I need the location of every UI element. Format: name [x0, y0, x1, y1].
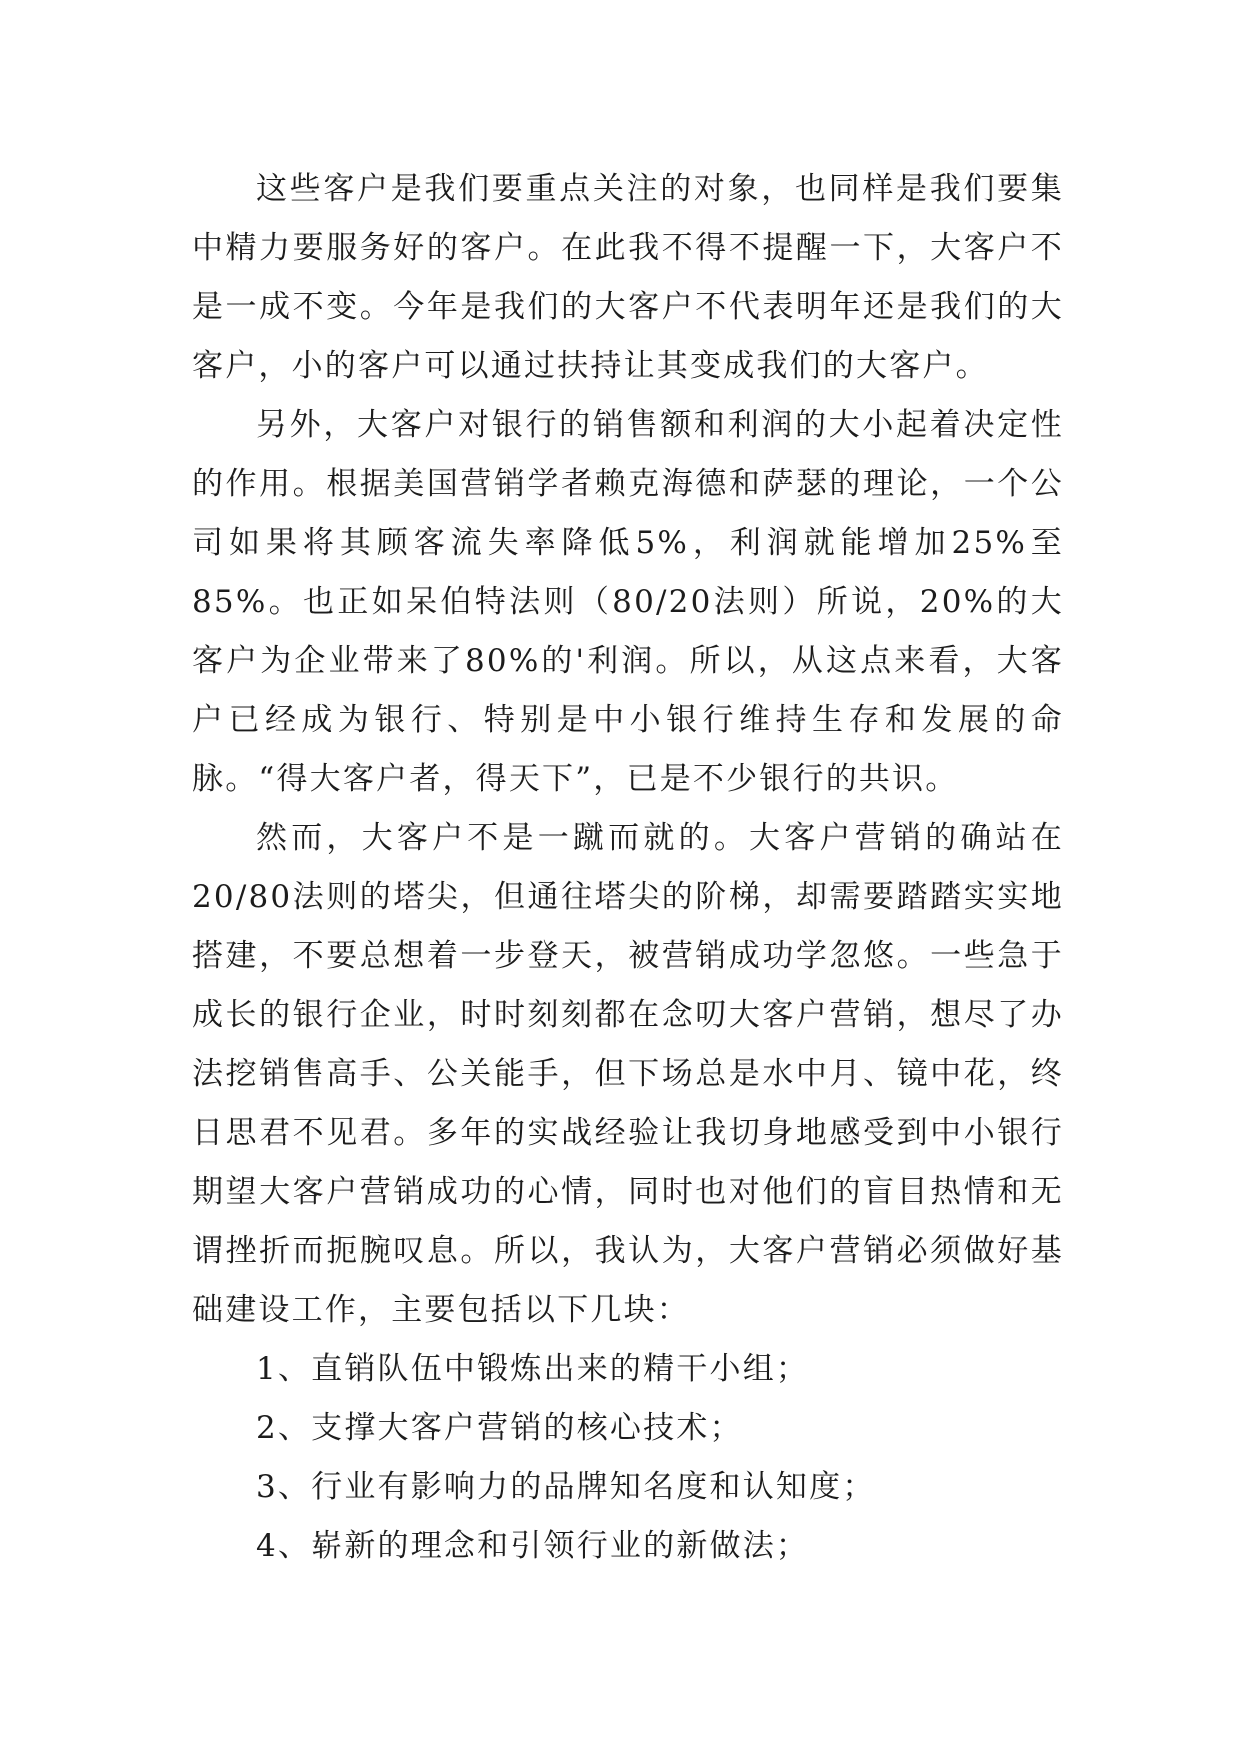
document-body	[192, 160, 1064, 1576]
paragraph-foundation: 然而，大客户不是一蹴而就的。大客户营销的确站在20/80法则的塔尖，但通往塔尖的阶梯，却需要踏踏实实地搭建，不要总想着一步登天，被营销成功学忽悠。一些急于成长的银行企业，时时刻刻都在念叨大客户营销，想尽了办法挖销售高手、公关能手，但下场总是水中月、镜中花，终日思君不见君。多年的实战经验让我切身地感受到中小银行期望大客户营销成功的心情，同时也对他们的盲目热情和无谓挫折而扼腕叹息。所以，我认为，大客户营销必须做好基础建设工作，主要包括以下几块：	[192, 820, 1064, 1328]
list-item: 3、行业有影响力的品牌知名度和认知度；	[256, 1469, 876, 1505]
paragraph-profit-impact: 另外，大客户对银行的销售额和利润的大小起着决定性的作用。根据美国营销学者赖克海德和萨瑟的理论，一个公司如果将其顾客流失率降低5%，利润就能增加25%至85%。也正如呆伯特法则（80/20法则）所说，20%的大客户为企业带来了80%的'利润。所以，从这点来看，大客户已经成为银行、特别是中小银行维持生存和发展的命脉。“得大客户者，得天下”，已是不少银行的共识。	[192, 407, 1064, 797]
list-item: 1、直销队伍中锻炼出来的精干小组；	[256, 1351, 810, 1387]
list-item: 2、支撑大客户营销的核心技术；	[256, 1410, 743, 1446]
paragraph-key-customers: 这些客户是我们要重点关注的对象，也同样是我们要集中精力要服务好的客户。在此我不得不提醒一下，大客户不是一成不变。今年是我们的大客户不代表明年还是我们的大客户，小的客户可以通过扶持让其变成我们的大客户。	[192, 171, 1064, 384]
list-item: 4、崭新的理念和引领行业的新做法；	[256, 1528, 810, 1564]
